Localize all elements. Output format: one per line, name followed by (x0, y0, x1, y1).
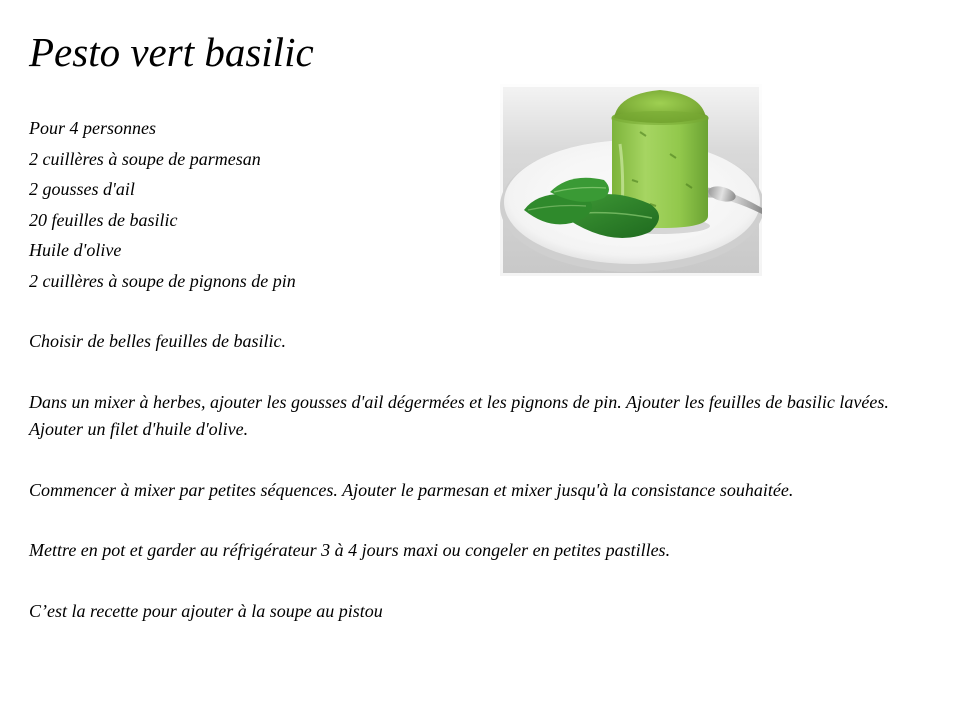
ingredient-list (29, 113, 296, 297)
ingredient-basil: 20 feuilles de basilic (29, 209, 178, 230)
step-blend: Commencer à mixer par petites séquences. Ajouter le parmesan et mixer jusqu'à la consistance souhaitée. (29, 480, 794, 500)
ingredient-olive-oil: Huile d'olive (29, 240, 122, 261)
ingredient-garlic: 2 gousses d'ail (29, 179, 135, 200)
recipe-note: C’est la recette pour ajouter à la soupe au pistou (29, 601, 383, 621)
pesto-jar-illustration (500, 84, 762, 276)
ingredient-pine-nuts: 2 cuillères à soupe de pignons de pin (29, 270, 296, 291)
pesto-jar-photo (500, 84, 762, 276)
step-choose-basil: Choisir de belles feuilles de basilic. (29, 331, 286, 351)
step-store: Mettre en pot et garder au réfrigérateur 3 à 4 jours maxi ou congeler en petites pastilles. (29, 540, 671, 560)
recipe-title: Pesto vert basilic (29, 29, 314, 75)
step-mixer: Dans un mixer à herbes, ajouter les gousses d'ail dégermées et les pignons de pin. Ajouter les feuilles de basilic lavées. Ajouter un filet d'huile d'olive. (29, 392, 889, 439)
ingredient-parmesan: 2 cuillères à soupe de parmesan (29, 148, 261, 169)
ingredient-servings: Pour 4 personnes (29, 118, 156, 138)
